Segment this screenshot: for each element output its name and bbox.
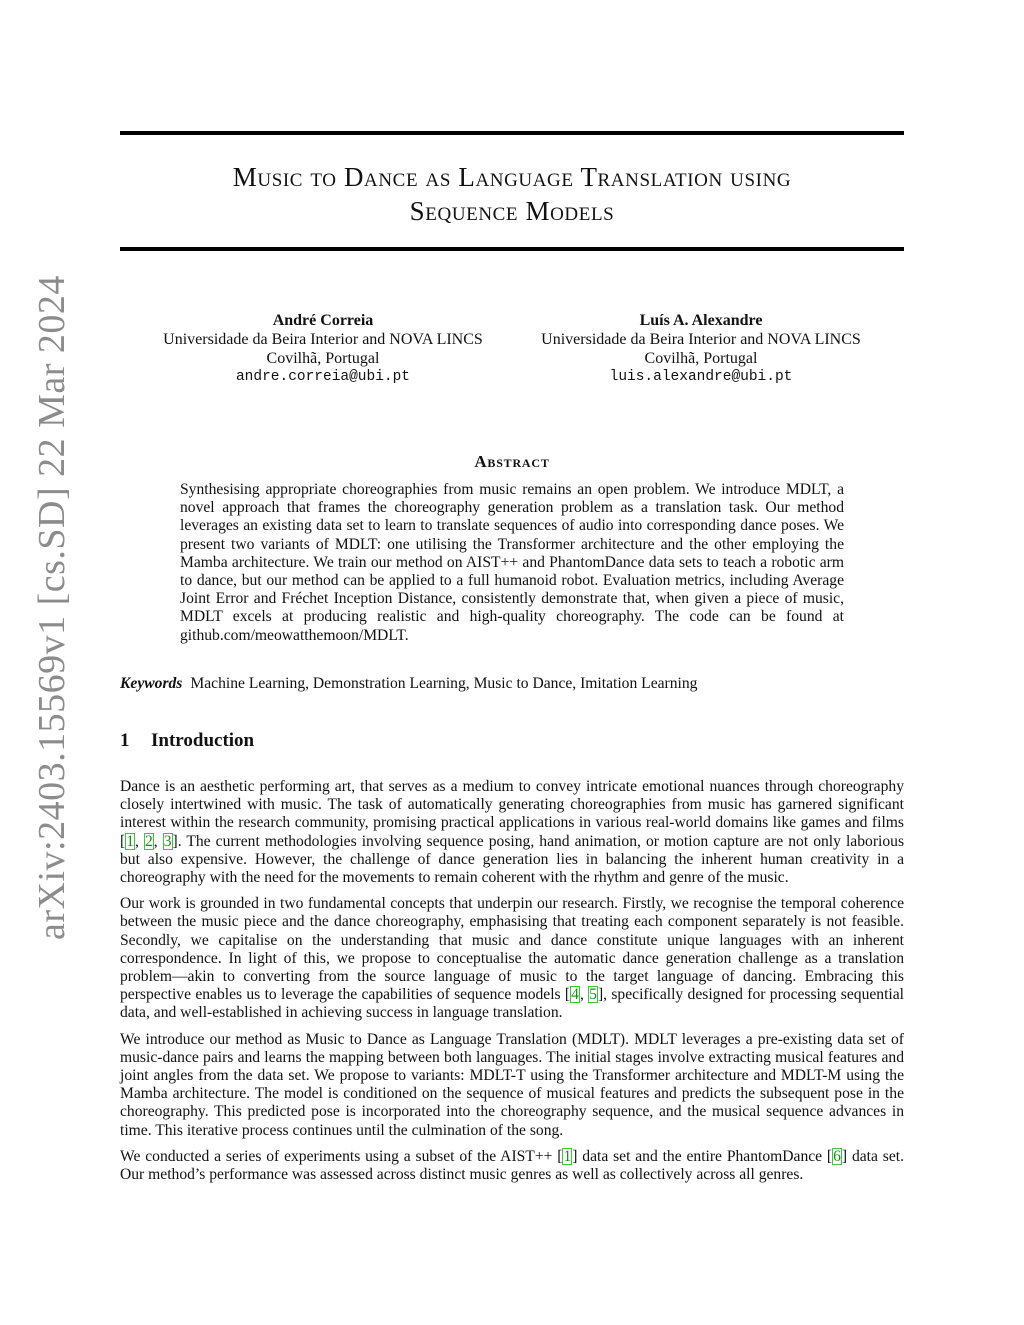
citation-link[interactable]: 5: [589, 986, 597, 1004]
paragraph-text: ]. The current methodologies involving sequence posing, hand animation, or motion capture are not only laborious but also expensive. However, the challenge of dance generation lies in balancing the inherent human creativity in a choreography with the need for the movements to remain coherent with the rhythm and genre of the music.: [120, 832, 905, 887]
introduction-body: [120, 778, 904, 1192]
abstract-heading: Abstract: [474, 452, 550, 471]
title-rule-top: [120, 131, 904, 135]
section-heading: [120, 730, 254, 752]
paragraph-text: We conducted a series of experiments using a subset of the AIST++ [: [120, 1147, 563, 1165]
author-affiliation: Universidade da Beira Interior and NOVA LINCS: [163, 331, 483, 348]
paragraph-2: [120, 895, 904, 1022]
section-title: Introduction: [151, 730, 255, 751]
paragraph-text: ] data set and the entire PhantomDance [: [572, 1147, 833, 1165]
paragraph-text: ] data set. Our method’s performance was assessed across distinct music genres as well as collectively across all genres.: [120, 1147, 904, 1184]
author-email[interactable]: andre.correia@ubi.pt: [235, 369, 411, 385]
citation-link[interactable]: 2: [144, 832, 153, 850]
paragraph-text: Our work is grounded in two fundamental concepts that underpin our research. Firstly, we recognise the temporal coherence between the music piece and the dance choreography, emphasising that treating each component separately is not feasible. Secondly, we capitalise on the understanding that music and dance constitute unique languages with an inherent correspondence. In light of this, we propose to conceptualise the automatic dance generation challenge as a translation problem—akin to converting from the source language of music to the target language of dancing. Embracing this perspective enables us to leverage the capabilities of sequence models [: [120, 895, 904, 1004]
author-location: Covilhã, Portugal: [644, 350, 758, 367]
title-line-1: Music to Dance as Language Translation using: [232, 162, 792, 192]
paragraph-1: [120, 778, 904, 887]
citation-separator: ,: [579, 986, 589, 1004]
keywords-label: Keywords: [120, 675, 183, 692]
citation-link[interactable]: 1: [126, 832, 134, 850]
author-block-2: [518, 311, 884, 387]
keywords: [120, 674, 697, 693]
keywords-text: Machine Learning, Demonstration Learning, Music to Dance, Imitation Learning: [190, 675, 698, 692]
citation-link[interactable]: 3: [163, 832, 172, 850]
author-block-1: [140, 311, 506, 387]
title-line-2: Sequence Models: [409, 196, 615, 226]
arxiv-stamp: arXiv:2403.15569v1 [cs.SD] 22 Mar 2024: [31, 275, 73, 940]
paragraph-4: [120, 1148, 904, 1184]
title-rule-bottom: [120, 247, 904, 251]
paragraph-text: Dance is an aesthetic performing art, that serves as a medium to convey intricate emotional nuances through choreography closely intertwined with music. The task of automatically generating choreographies from music has garnered significant interest within the research community, promising practical applications in various real-world domains like games and films [: [120, 778, 904, 850]
citation-separator: ,: [135, 832, 144, 850]
author-location: Covilhã, Portugal: [266, 350, 380, 367]
citation-link[interactable]: 4: [571, 986, 579, 1004]
citation-separator: ,: [153, 832, 163, 850]
author-name: Luís A. Alexandre: [639, 312, 763, 329]
paragraph-text: ], specifically designed for processing sequential data, and well-established in achieving success in language translation.: [120, 986, 905, 1022]
section-number: 1: [120, 730, 130, 751]
author-name: André Correia: [272, 312, 374, 329]
citation-link[interactable]: 6: [833, 1147, 841, 1165]
paper-title: [120, 160, 904, 228]
author-affiliation: Universidade da Beira Interior and NOVA LINCS: [541, 331, 861, 348]
author-email[interactable]: luis.alexandre@ubi.pt: [609, 369, 793, 385]
paragraph-3: We introduce our method as Music to Dance as Language Translation (MDLT). MDLT leverages a pre-existing data set of music-dance pairs and learns the mapping between both languages. The initial stages involve extracting musical features and joint angles from the data set. We propose to variants: MDLT-T using the Transformer architecture and MDLT-M using the Mamba architecture. The model is conditioned on the sequence of musical features and predicts the subsequent pose in the choreography. This predicted pose is incorporated into the choreography sequence, and the musical sequence advances in time. This iterative process continues until the culmination of the song.: [120, 1030, 904, 1139]
abstract-text: Synthesising appropriate choreographies from music remains an open problem. We introduce MDLT, a novel approach that frames the choreography generation problem as a translation task. Our method leverages an existing data set to learn to translate sequences of audio into corresponding dance poses. We present two variants of MDLT: one utilising the Transformer architecture and the other employing the Mamba architecture. We train our method on AIST++ and PhantomDance data sets to teach a robotic arm to dance, but our method can be applied to a full humanoid robot. Evaluation metrics, including Average Joint Error and Fréchet Inception Distance, consistently demonstrate that, when given a piece of music, MDLT excels at producing realistic and high-quality choreography. The code can be found at github.com/meowatthemoon/MDLT.: [180, 481, 844, 644]
citation-link[interactable]: 1: [563, 1147, 572, 1165]
